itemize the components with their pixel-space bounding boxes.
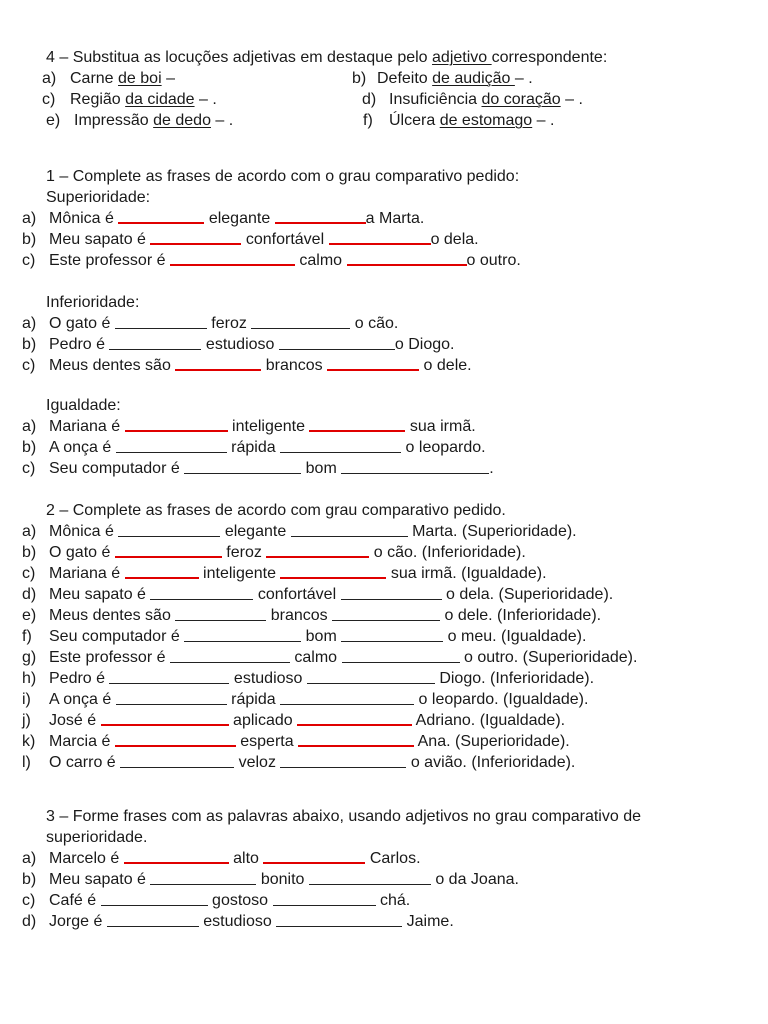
item-text: Café é bbox=[49, 892, 101, 909]
s2-item-l bbox=[22, 753, 575, 773]
item-label: d) bbox=[22, 586, 37, 603]
answer-blank[interactable] bbox=[298, 744, 414, 747]
item-text: calmo bbox=[289, 649, 342, 666]
sup-item-b bbox=[22, 230, 479, 250]
answer-blank[interactable] bbox=[175, 619, 266, 621]
item-label: b) bbox=[22, 336, 37, 353]
answer-blank[interactable] bbox=[307, 682, 435, 684]
answer-blank[interactable] bbox=[109, 348, 201, 350]
sup-item-c bbox=[22, 251, 521, 271]
item-text: Mariana é bbox=[49, 418, 125, 435]
section4-title-underlined: adjetivo bbox=[432, 49, 492, 66]
item-text: o dela. bbox=[430, 231, 479, 248]
item-text: Mariana é bbox=[49, 565, 125, 582]
item-label: d) bbox=[362, 91, 377, 108]
section4-item-a bbox=[42, 69, 175, 89]
sup-item-a bbox=[22, 209, 424, 229]
item-label: c) bbox=[22, 892, 36, 909]
item-label: a) bbox=[22, 523, 37, 540]
item-text: Carlos. bbox=[365, 850, 421, 867]
item-text: Defeito bbox=[377, 70, 433, 87]
section4-item-d bbox=[362, 90, 583, 110]
answer-blank[interactable] bbox=[101, 723, 229, 726]
s3-item-a bbox=[22, 849, 421, 869]
answer-blank[interactable] bbox=[115, 555, 222, 558]
section1-title: 1 – Complete as frases de acordo com o grau comparativo pedido: bbox=[46, 168, 520, 185]
answer-blank[interactable] bbox=[184, 472, 301, 474]
answer-blank[interactable] bbox=[170, 263, 295, 266]
item-label: j) bbox=[22, 712, 31, 729]
answer-blank[interactable] bbox=[273, 904, 376, 906]
item-text: chá. bbox=[375, 892, 411, 909]
item-text: sua irmã. (Igualdade). bbox=[386, 565, 547, 582]
section4-title-suffix: correspondente: bbox=[491, 49, 608, 66]
answer-blank[interactable] bbox=[120, 766, 234, 768]
answer-blank[interactable] bbox=[170, 661, 290, 663]
item-text: o outro. (Superioridade). bbox=[459, 649, 638, 666]
answer-blank[interactable] bbox=[125, 576, 199, 579]
item-text: Marcia é bbox=[49, 733, 115, 750]
answer-blank[interactable] bbox=[341, 472, 489, 474]
item-text: o avião. (Inferioridade). bbox=[406, 754, 576, 771]
answer-blank[interactable] bbox=[118, 221, 204, 224]
item-label: i) bbox=[22, 691, 31, 708]
item-label: c) bbox=[22, 565, 36, 582]
answer-blank[interactable] bbox=[115, 744, 236, 747]
s2-item-i bbox=[22, 690, 588, 710]
section4-item-e bbox=[46, 111, 233, 131]
item-text: Impressão bbox=[74, 112, 154, 129]
answer-blank[interactable] bbox=[341, 598, 442, 600]
answer-blank[interactable] bbox=[342, 661, 460, 663]
answer-blank[interactable] bbox=[101, 904, 208, 906]
s3-item-b bbox=[22, 870, 519, 890]
item-text: Pedro é bbox=[49, 670, 110, 687]
item-label: b) bbox=[22, 871, 37, 888]
item-text: O gato é bbox=[49, 315, 115, 332]
s2-item-d bbox=[22, 585, 613, 605]
section4-item-f bbox=[363, 111, 554, 131]
section2-title: 2 – Complete as frases de acordo com grau comparativo pedido. bbox=[46, 502, 506, 519]
inf-item-a bbox=[22, 314, 398, 334]
item-text: o leopardo. bbox=[401, 439, 486, 456]
item-text: o da Joana. bbox=[430, 871, 519, 888]
item-label: k) bbox=[22, 733, 36, 750]
section4-title-prefix: 4 – Substitua as locuções adjetivas em destaque pelo bbox=[46, 49, 433, 66]
answer-blank[interactable] bbox=[150, 242, 241, 245]
answer-blank[interactable] bbox=[251, 327, 350, 329]
section3-title-line1: 3 – Forme frases com as palavras abaixo, usando adjetivos no grau comparativo de bbox=[46, 808, 641, 825]
s3-item-c bbox=[22, 891, 410, 911]
igu-item-c bbox=[22, 459, 494, 479]
s2-item-k bbox=[22, 732, 570, 752]
item-text: veloz bbox=[234, 754, 281, 771]
item-label: a) bbox=[22, 850, 37, 867]
answer-blank[interactable] bbox=[115, 327, 207, 329]
item-text: alto bbox=[228, 850, 264, 867]
inferioridade-heading: Inferioridade: bbox=[46, 294, 140, 311]
item-text: sua irmã. bbox=[405, 418, 476, 435]
item-label: b) bbox=[22, 231, 37, 248]
answer-blank[interactable] bbox=[184, 640, 301, 642]
item-underlined: de boi bbox=[118, 70, 162, 87]
item-text: – . bbox=[560, 91, 583, 108]
item-text: Região bbox=[70, 91, 126, 108]
item-underlined: do coração bbox=[481, 91, 561, 108]
item-text: o dele. (Inferioridade). bbox=[440, 607, 602, 624]
item-text: Insuficiência bbox=[389, 91, 482, 108]
item-text: brancos bbox=[266, 607, 333, 624]
answer-blank[interactable] bbox=[309, 429, 405, 432]
answer-blank[interactable] bbox=[347, 263, 467, 266]
item-text: Seu computador é bbox=[49, 628, 185, 645]
item-text: o dele. bbox=[419, 357, 472, 374]
item-text: Pedro é bbox=[49, 336, 110, 353]
answer-blank[interactable] bbox=[280, 576, 386, 579]
item-text: inteligente bbox=[227, 418, 310, 435]
item-text: aplicado bbox=[228, 712, 298, 729]
item-text: Este professor é bbox=[49, 649, 170, 666]
item-label: b) bbox=[22, 439, 37, 456]
s2-item-j bbox=[22, 711, 565, 731]
s3-item-d bbox=[22, 912, 454, 932]
item-text: Meu sapato é bbox=[49, 871, 151, 888]
item-text: estudioso bbox=[198, 913, 277, 930]
item-text: inteligente bbox=[198, 565, 281, 582]
item-text: rápida bbox=[226, 691, 281, 708]
item-text: Marta. (Superioridade). bbox=[407, 523, 577, 540]
answer-blank[interactable] bbox=[332, 619, 440, 621]
item-text: Adriano. (Igualdade). bbox=[412, 712, 566, 729]
item-text: o Diogo. bbox=[394, 336, 455, 353]
answer-blank[interactable] bbox=[327, 368, 419, 371]
item-label: g) bbox=[22, 649, 37, 666]
s2-item-f bbox=[22, 627, 586, 647]
item-text: feroz bbox=[221, 544, 267, 561]
s2-item-e bbox=[22, 606, 601, 626]
answer-blank[interactable] bbox=[125, 429, 228, 432]
item-label: a) bbox=[22, 418, 37, 435]
answer-blank[interactable] bbox=[275, 221, 366, 224]
item-underlined: da cidade bbox=[125, 91, 195, 108]
answer-blank[interactable] bbox=[116, 451, 227, 453]
item-text: A onça é bbox=[49, 691, 116, 708]
answer-blank[interactable] bbox=[280, 766, 406, 768]
answer-blank[interactable] bbox=[124, 861, 229, 864]
s2-item-c bbox=[22, 564, 547, 584]
item-label: c) bbox=[42, 91, 56, 108]
answer-blank[interactable] bbox=[150, 883, 256, 885]
inf-item-b bbox=[22, 335, 454, 355]
item-text: – bbox=[161, 70, 175, 87]
item-text: rápida bbox=[226, 439, 281, 456]
superioridade-heading: Superioridade: bbox=[46, 189, 151, 206]
item-text: – . bbox=[514, 70, 533, 87]
item-label: f) bbox=[22, 628, 32, 645]
item-label: a) bbox=[22, 315, 37, 332]
item-text: José é bbox=[49, 712, 101, 729]
item-text: gostoso bbox=[207, 892, 273, 909]
igualdade-heading: Igualdade: bbox=[46, 397, 121, 414]
s2-item-a bbox=[22, 522, 577, 542]
answer-blank[interactable] bbox=[279, 348, 395, 350]
item-text: Meu sapato é bbox=[49, 586, 151, 603]
item-text: Meu sapato é bbox=[49, 231, 151, 248]
item-text: esperta bbox=[235, 733, 299, 750]
item-label: d) bbox=[22, 913, 37, 930]
item-text: Marcelo é bbox=[49, 850, 124, 867]
answer-blank[interactable] bbox=[150, 598, 253, 600]
section3-title-line2: superioridade. bbox=[46, 829, 148, 846]
answer-blank[interactable] bbox=[116, 703, 227, 705]
item-text: o dela. (Superioridade). bbox=[441, 586, 614, 603]
item-text: elegante bbox=[220, 523, 291, 540]
section4-item-c bbox=[42, 90, 217, 110]
item-text: Mônica é bbox=[49, 210, 119, 227]
s2-item-b bbox=[22, 543, 526, 563]
item-label: l) bbox=[22, 754, 31, 771]
section4-title bbox=[46, 48, 607, 68]
item-underlined: de dedo bbox=[153, 112, 211, 129]
item-underlined: de estomago bbox=[439, 112, 533, 129]
answer-blank[interactable] bbox=[341, 640, 443, 642]
item-text: o cão. bbox=[350, 315, 399, 332]
item-text: calmo bbox=[294, 252, 347, 269]
item-text: bom bbox=[301, 460, 342, 477]
item-text: bonito bbox=[256, 871, 309, 888]
item-text: A onça é bbox=[49, 439, 116, 456]
answer-blank[interactable] bbox=[107, 925, 199, 927]
item-label: b) bbox=[352, 70, 367, 87]
item-label: h) bbox=[22, 670, 37, 687]
answer-blank[interactable] bbox=[280, 451, 401, 453]
answer-blank[interactable] bbox=[263, 861, 365, 864]
item-text: estudioso bbox=[201, 336, 279, 353]
answer-blank[interactable] bbox=[109, 682, 229, 684]
item-label: a) bbox=[22, 210, 37, 227]
item-label: b) bbox=[22, 544, 37, 561]
igu-item-a bbox=[22, 417, 476, 437]
item-label: e) bbox=[46, 112, 61, 129]
item-text: Este professor é bbox=[49, 252, 170, 269]
item-text: elegante bbox=[204, 210, 275, 227]
answer-blank[interactable] bbox=[175, 368, 261, 371]
item-text: o outro. bbox=[466, 252, 521, 269]
item-text: confortável bbox=[241, 231, 329, 248]
item-label: c) bbox=[22, 357, 36, 374]
item-text: bom bbox=[301, 628, 342, 645]
item-text: . bbox=[489, 460, 494, 477]
item-label: c) bbox=[22, 460, 36, 477]
item-text: Jaime. bbox=[402, 913, 454, 930]
item-text: Úlcera bbox=[389, 112, 440, 129]
answer-blank[interactable] bbox=[309, 883, 431, 885]
item-text: – . bbox=[532, 112, 555, 129]
item-text: – . bbox=[210, 112, 234, 129]
item-text: Mônica é bbox=[49, 523, 119, 540]
item-text: brancos bbox=[261, 357, 328, 374]
item-text: – . bbox=[194, 91, 217, 108]
inf-item-c bbox=[22, 356, 472, 376]
item-text: Meus dentes são bbox=[49, 357, 176, 374]
item-text: o cão. (Inferioridade). bbox=[369, 544, 526, 561]
item-text: O gato é bbox=[49, 544, 115, 561]
item-text: Ana. (Superioridade). bbox=[414, 733, 570, 750]
answer-blank[interactable] bbox=[291, 535, 408, 537]
answer-blank[interactable] bbox=[280, 703, 414, 705]
item-underlined: de audição bbox=[432, 70, 515, 87]
answer-blank[interactable] bbox=[266, 555, 369, 558]
item-text: Carne bbox=[70, 70, 119, 87]
item-text: Meus dentes são bbox=[49, 607, 176, 624]
item-text: estudioso bbox=[229, 670, 307, 687]
item-label: c) bbox=[22, 252, 36, 269]
item-text: o meu. (Igualdade). bbox=[443, 628, 587, 645]
item-text: o leopardo. (Igualdade). bbox=[414, 691, 589, 708]
answer-blank[interactable] bbox=[329, 242, 431, 245]
item-text: feroz bbox=[206, 315, 252, 332]
item-text: Diogo. (Inferioridade). bbox=[434, 670, 595, 687]
item-text: Jorge é bbox=[49, 913, 107, 930]
s2-item-h bbox=[22, 669, 594, 689]
igu-item-b bbox=[22, 438, 486, 458]
item-label: f) bbox=[363, 112, 373, 129]
item-label: a) bbox=[42, 70, 57, 87]
answer-blank[interactable] bbox=[276, 925, 402, 927]
item-text: a Marta. bbox=[365, 210, 425, 227]
item-label: e) bbox=[22, 607, 37, 624]
item-text: Seu computador é bbox=[49, 460, 185, 477]
answer-blank[interactable] bbox=[297, 723, 412, 726]
section4-item-b bbox=[352, 69, 533, 89]
s2-item-g bbox=[22, 648, 637, 668]
item-text: confortável bbox=[253, 586, 341, 603]
item-text: O carro é bbox=[49, 754, 121, 771]
answer-blank[interactable] bbox=[118, 535, 220, 537]
